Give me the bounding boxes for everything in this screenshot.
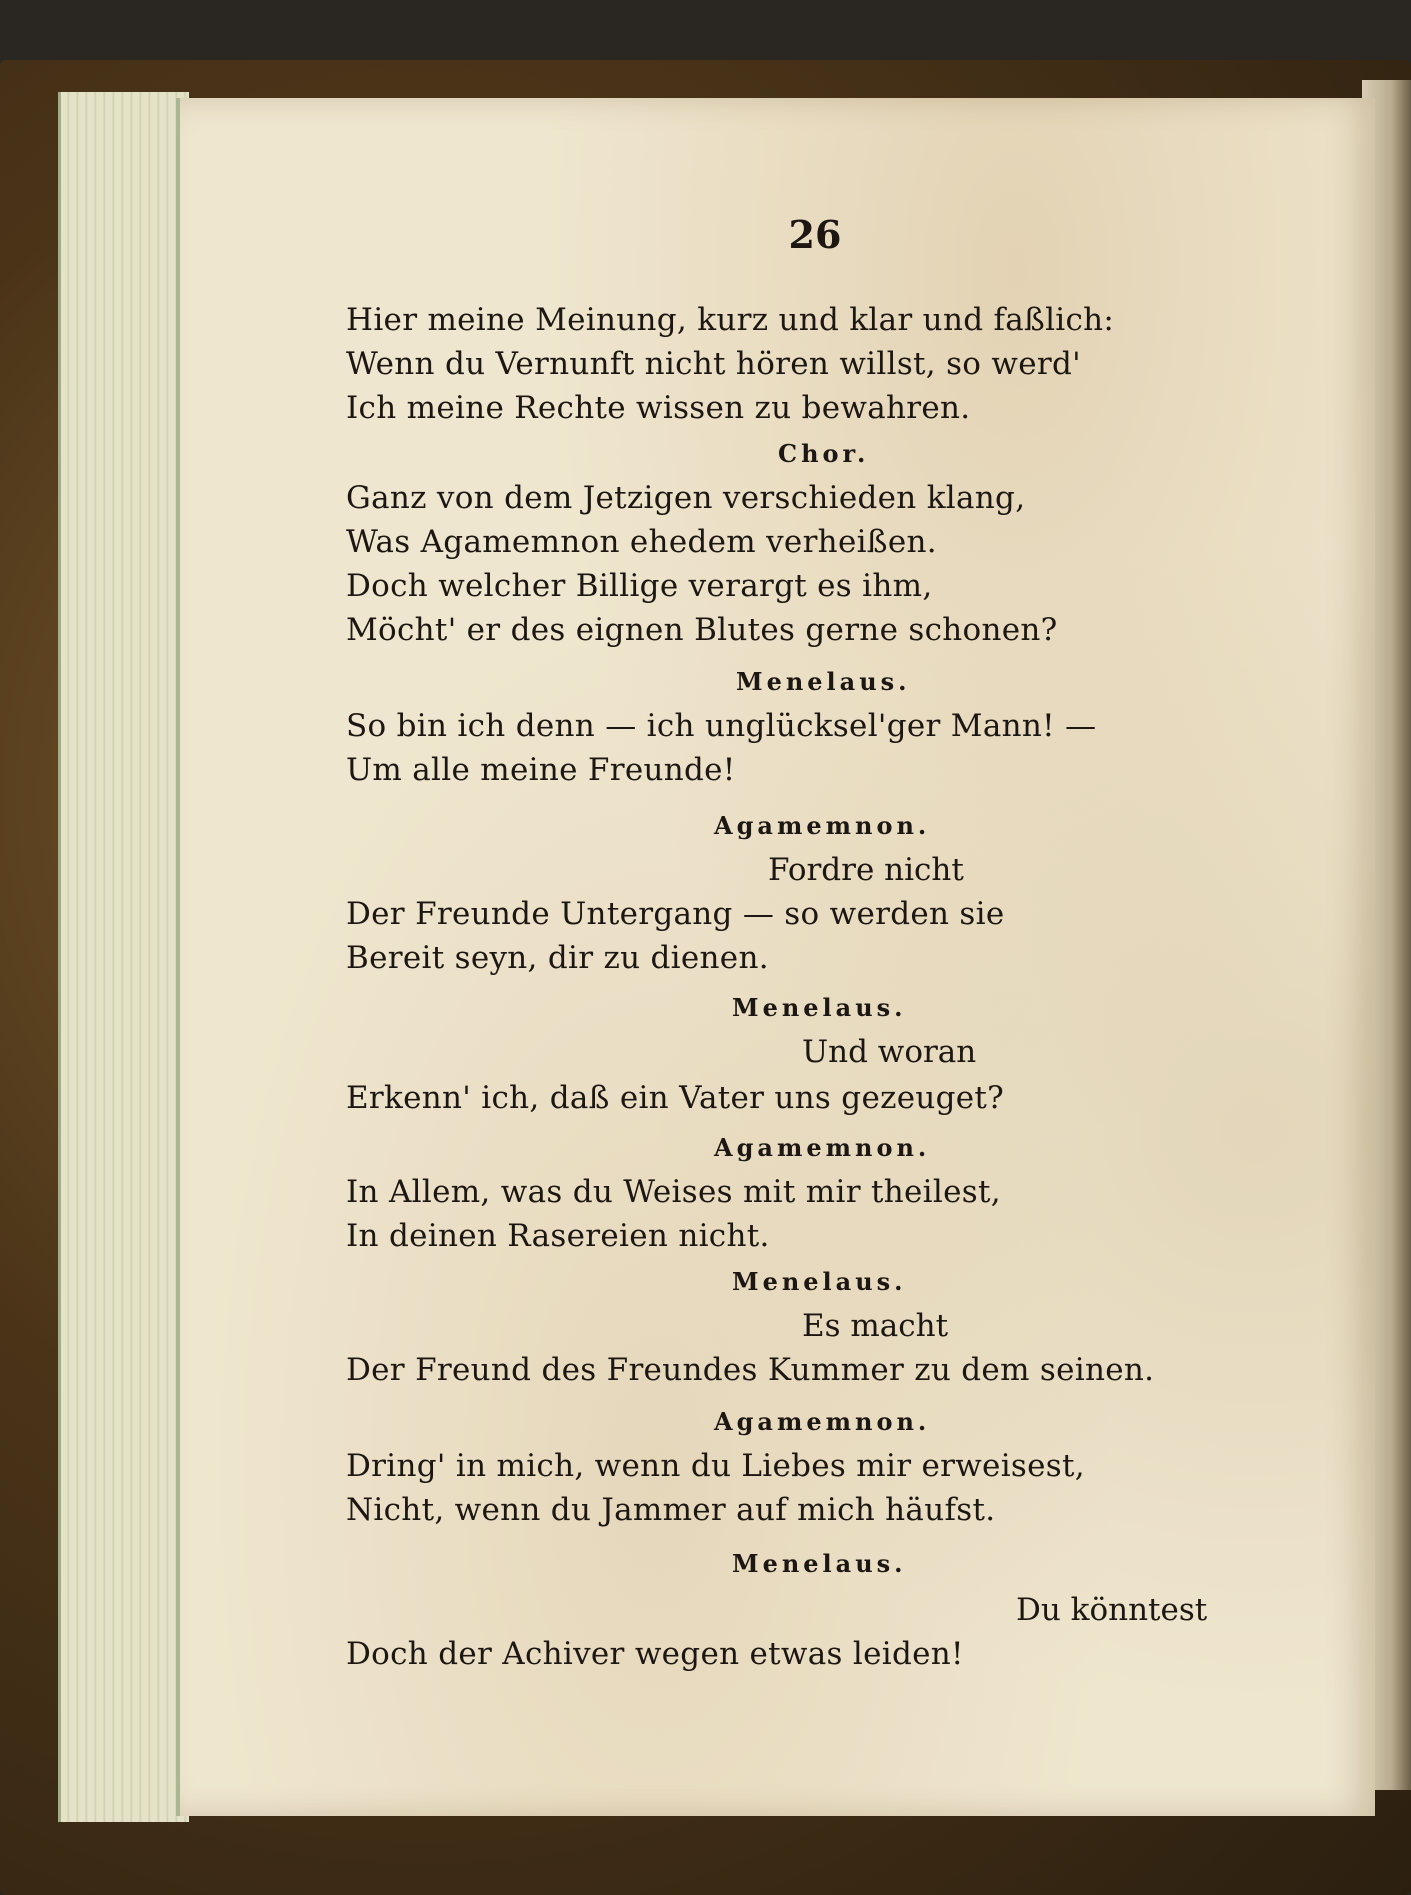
speaker-label: Agamemnon.	[714, 811, 931, 840]
verse-line: Der Freund des Freundes Kummer zu dem seinen.	[346, 1352, 1155, 1388]
page-number: 26	[788, 212, 842, 257]
verse-line-continuation: Fordre nicht	[768, 852, 964, 888]
verse-line: Möcht' er des eignen Blutes gerne schonen?	[346, 612, 1058, 648]
speaker-label: Menelaus.	[732, 1549, 907, 1578]
speaker-label: Chor.	[778, 439, 870, 468]
verse-line: Doch der Achiver wegen etwas leiden!	[346, 1636, 964, 1672]
verse-line: So bin ich denn — ich unglücksel'ger Mann! —	[346, 708, 1097, 744]
speaker-label: Agamemnon.	[714, 1133, 931, 1162]
verse-line: Wenn du Vernunft nicht hören willst, so werd'	[346, 346, 1081, 382]
verse-line-continuation: Und woran	[802, 1034, 977, 1070]
speaker-label: Menelaus.	[732, 993, 907, 1022]
verse-line: Ganz von dem Jetzigen verschieden klang,	[346, 480, 1026, 516]
speaker-label: Agamemnon.	[714, 1407, 931, 1436]
speaker-label: Menelaus.	[736, 667, 911, 696]
verse-line: Dring' in mich, wenn du Liebes mir erweisest,	[346, 1448, 1085, 1484]
verse-line: Um alle meine Freunde!	[346, 752, 736, 788]
verse-line: Erkenn' ich, daß ein Vater uns gezeuget?	[346, 1080, 1005, 1116]
verse-line: In deinen Rasereien nicht.	[346, 1218, 770, 1254]
verse-line-continuation: Du könntest	[1016, 1592, 1208, 1628]
verse-line: Der Freunde Untergang — so werden sie	[346, 896, 1005, 932]
verse-line: In Allem, was du Weises mit mir theilest,	[346, 1174, 1001, 1210]
verse-line: Hier meine Meinung, kurz und klar und faßlich:	[346, 302, 1115, 338]
verse-line: Ich meine Rechte wissen zu bewahren.	[346, 390, 971, 426]
speaker-label: Menelaus.	[732, 1267, 907, 1296]
verse-line: Bereit seyn, dir zu dienen.	[346, 940, 769, 976]
verse-line: Doch welcher Billige verargt es ihm,	[346, 568, 933, 604]
verse-line: Was Agamemnon ehedem verheißen.	[346, 524, 937, 560]
verse-line-continuation: Es macht	[802, 1308, 949, 1344]
page-stack-edges	[58, 92, 189, 1822]
verse-line: Nicht, wenn du Jammer auf mich häufst.	[346, 1492, 996, 1528]
